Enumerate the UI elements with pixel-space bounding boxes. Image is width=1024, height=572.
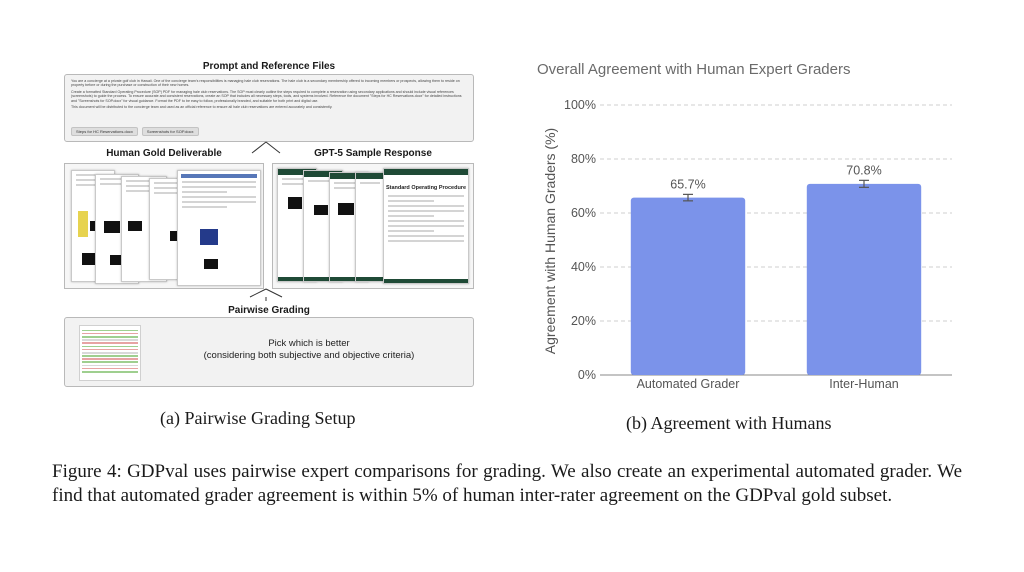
bar-data-label: 70.8% — [846, 163, 882, 178]
prompt-paragraph: Create a formatted Standard Operating Procedure (SOP) PDF for managing hale club reservations. The SOP must clearly outline the steps required to complete a reservation using secondary applications and should include visual references (screenshots) to guide the process. To ensure accurate and consistent reservations, create an SOP that includes all necessary steps, tools, and systems involved. Reference the document "Steps for HC Reservations.docx" for detailed instructions and "Screenshots for SOP.docx" for visual guidance. Format the PDF to be easy to follow, professionally branded, and suitable for both print and digital use. — [71, 89, 462, 103]
bar — [807, 184, 921, 375]
bar-data-label: 65.7% — [670, 177, 706, 192]
chart-title: Overall Agreement with Human Expert Graders — [537, 61, 851, 78]
subfigure-caption-a: (a) Pairwise Grading Setup — [160, 408, 356, 428]
sop-document-title: Standard Operating Procedure — [385, 185, 467, 191]
pairwise-grading-title: Pairwise Grading — [228, 305, 310, 316]
y-tick-label: 40% — [570, 260, 596, 274]
y-tick-label: 100% — [564, 98, 596, 112]
agreement-bar-chart — [530, 56, 970, 401]
prompt-paragraph: You are a concierge at a private golf club in Hawaii. One of the concierge team's responsibilities is managing hale club reservations. The hale club is a secondary membership offered to incoming members or prospects, allowing them to reside on property before or during the purchase or construction of their new homes. — [71, 79, 460, 88]
grading-line-2: (considering both subjective and objective criteria) — [203, 350, 415, 361]
grading-box — [64, 317, 474, 387]
y-tick-label: 80% — [570, 152, 596, 166]
x-tick-label: Inter-Human — [829, 377, 899, 391]
grading-instruction — [155, 338, 463, 362]
grading-line-1: Pick which is better — [268, 338, 350, 349]
human-deliverable-title: Human Gold Deliverable — [106, 148, 222, 159]
y-tick-label: 20% — [570, 314, 596, 328]
doc-page-thumbnail — [177, 170, 261, 286]
sop-document-page — [383, 168, 469, 284]
prompt-paragraph: This document will be distributed to the concierge team and used as an official reference to ensure all hale club reservations are entered accurately and consistently. — [71, 105, 333, 110]
y-tick-label: 60% — [570, 206, 596, 220]
figure-caption: Figure 4: GDPval uses pairwise expert comparisons for grading. We also create an experimental automated grader. We find that automated grader agreement is within 5% of human inter-rater agreement on the GDPval gold subset. — [52, 461, 962, 506]
subfigure-caption-b: (b) Agreement with Humans — [626, 413, 832, 433]
prompt-title: Prompt and Reference Files — [202, 61, 336, 72]
y-axis-label: Agreement with Human Graders (%) — [542, 127, 558, 355]
doc-page-thumbnail — [355, 172, 385, 282]
gpt5-response-box — [272, 163, 474, 289]
file-chip: Steps for HC Reservations.docx — [71, 127, 138, 136]
file-chip: Screenshots for SOP.docx — [142, 127, 199, 136]
bar — [631, 198, 745, 375]
gpt5-response-title: GPT-5 Sample Response — [314, 148, 432, 159]
y-tick-label: 0% — [577, 368, 596, 382]
human-deliverable-box — [64, 163, 264, 289]
grading-thumbnail — [79, 325, 141, 381]
x-tick-label: Automated Grader — [636, 377, 740, 391]
